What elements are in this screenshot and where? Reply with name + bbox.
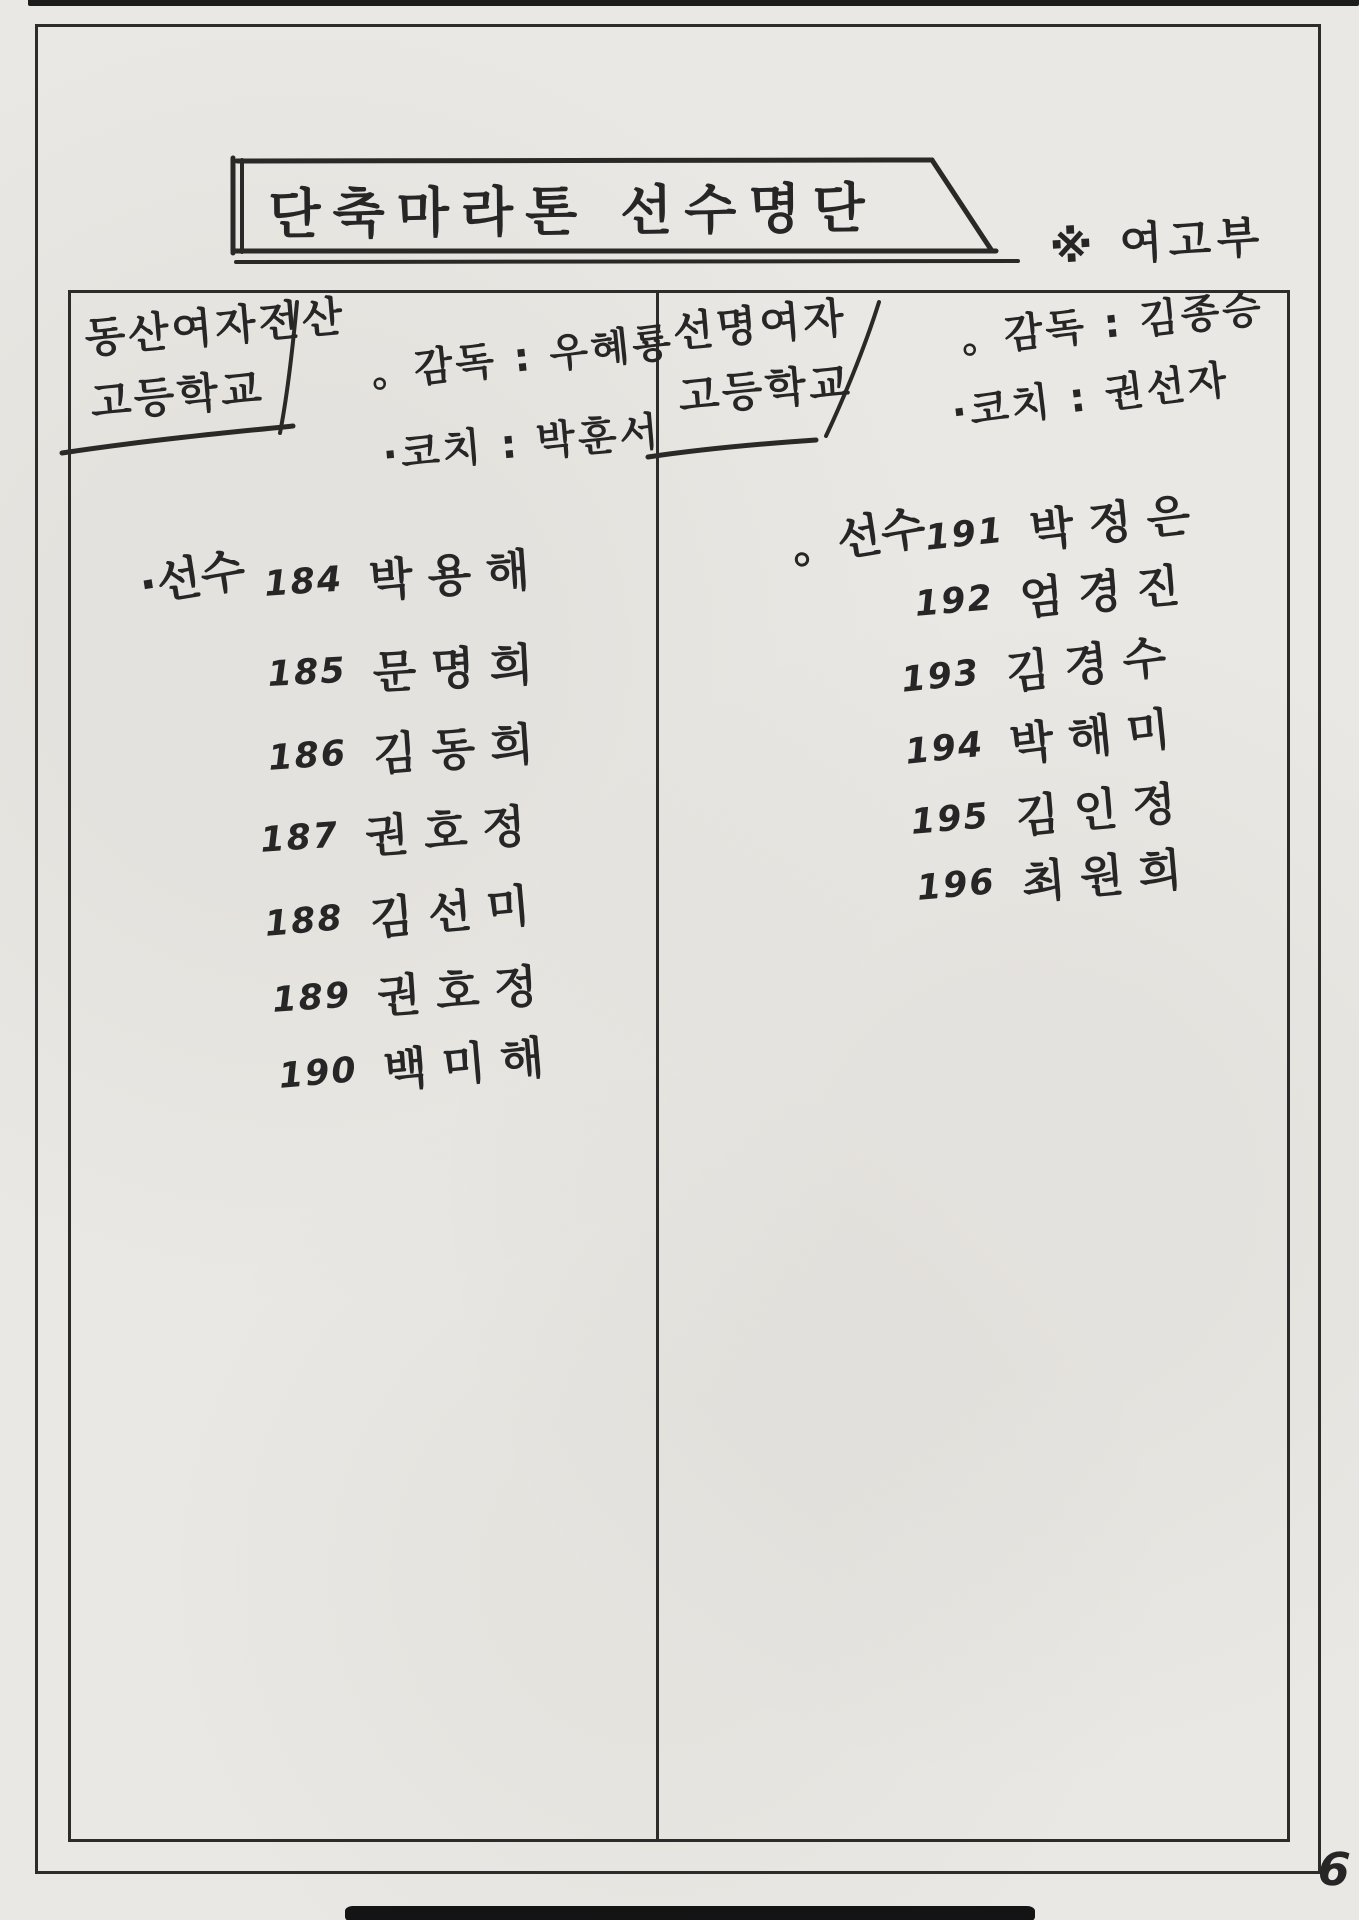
player-number: 195 bbox=[909, 795, 992, 843]
player-name: 엄경진 bbox=[1017, 557, 1197, 626]
players-label-left: ·선수 bbox=[135, 542, 249, 613]
player-number: 186 bbox=[266, 732, 349, 779]
player-name: 박해미 bbox=[1007, 700, 1188, 772]
coach-line: 。감독 : 우혜룡 bbox=[368, 319, 677, 397]
coach-line: 。감독 : 김종승 bbox=[958, 285, 1267, 363]
player-number: 185 bbox=[266, 650, 348, 695]
school-name-right bbox=[670, 285, 855, 430]
column-divider bbox=[656, 293, 659, 1839]
player-number: 192 bbox=[913, 577, 996, 625]
player-name: 박정은 bbox=[1027, 486, 1208, 558]
school-name-left bbox=[82, 283, 354, 435]
player-name: 백미해 bbox=[381, 1029, 561, 1098]
school-name-line2: 고등학교 bbox=[88, 363, 267, 428]
player-number: 189 bbox=[270, 974, 353, 1021]
player-name: 김선미 bbox=[367, 877, 547, 946]
player-name: 권호정 bbox=[375, 958, 555, 1024]
school-name-line1: 선명여자 bbox=[670, 292, 849, 357]
player-number: 194 bbox=[903, 724, 987, 773]
player-name: 박용해 bbox=[367, 542, 547, 608]
player-name: 김인정 bbox=[1013, 775, 1193, 844]
player-name: 권호정 bbox=[363, 798, 543, 864]
player-number: 187 bbox=[258, 814, 341, 861]
player-name: 최원희 bbox=[1019, 841, 1199, 910]
division-note: ※ 여고부 bbox=[1048, 211, 1267, 274]
player-number: 188 bbox=[263, 897, 346, 945]
school-name-line2: 고등학교 bbox=[676, 357, 855, 422]
coach-line: ·코치 : 권선자 bbox=[949, 356, 1232, 437]
player-number: 191 bbox=[923, 510, 1007, 559]
player-name: 김경수 bbox=[1003, 628, 1184, 700]
players-label-right: 。선수 bbox=[787, 499, 930, 575]
player-number: 193 bbox=[899, 652, 983, 701]
player-name: 김동희 bbox=[371, 716, 551, 782]
player-number: 184 bbox=[262, 558, 345, 605]
scan-edge-bottom bbox=[345, 1906, 1035, 1920]
player-number: 196 bbox=[915, 861, 998, 909]
coach-line: ·코치 : 박훈서 bbox=[380, 408, 663, 479]
scan-edge-top bbox=[28, 0, 1359, 6]
page-title: 단축마라톤 선수명단 bbox=[268, 176, 878, 246]
school-name-line1: 동산여자전산 bbox=[82, 291, 348, 363]
player-name: 문명희 bbox=[371, 637, 550, 700]
player-number: 190 bbox=[277, 1049, 360, 1097]
page-number: 6 bbox=[1316, 1840, 1352, 1898]
